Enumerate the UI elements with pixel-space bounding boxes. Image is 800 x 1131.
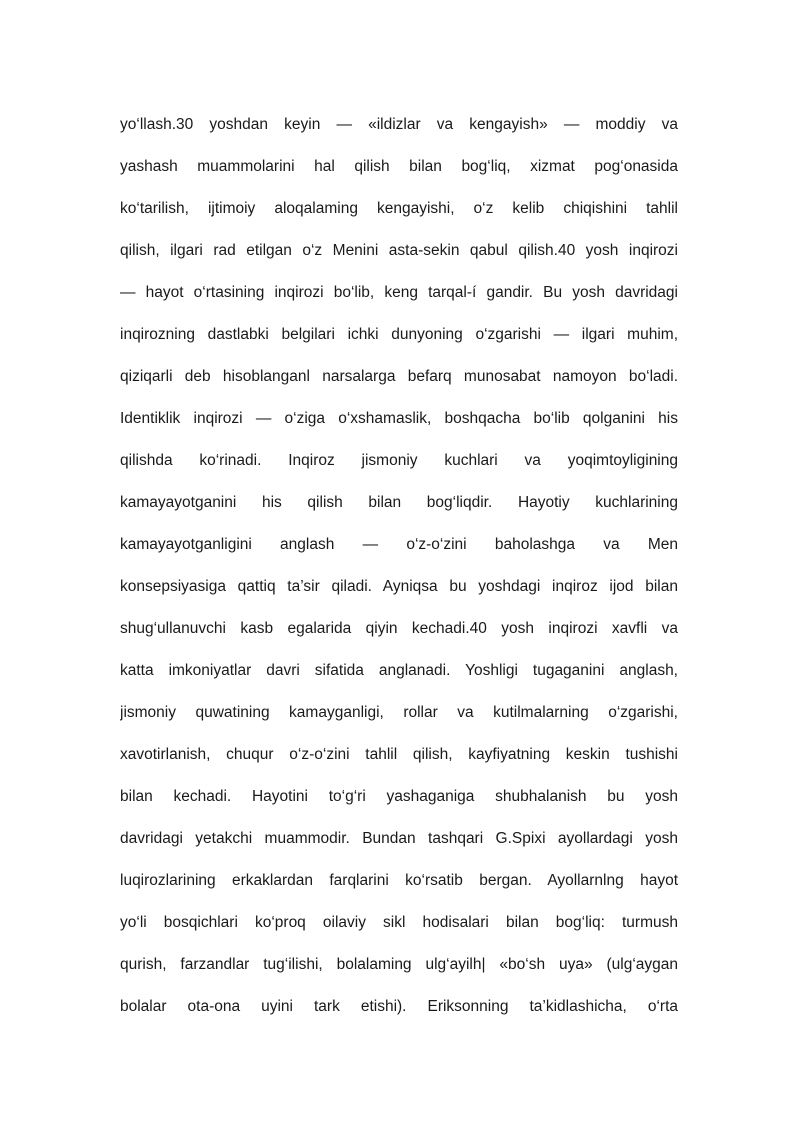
text-line-6: inqirozning dastlabki belgilari ichki dunyoning o‘zgarishi — ilgari muhim, <box>120 326 678 343</box>
text-line-1: yo‘llash.30 yoshdan keyin — «ildizlar va kengayish» — moddiy va <box>120 116 678 133</box>
text-line-13: shug‘ullanuvchi kasb egalarida qiyin kechadi.40 yosh inqirozi xavfli va <box>120 620 678 637</box>
text-line-14: katta imkoniyatlar davri sifatida anglanadi. Yoshligi tugaganini anglash, <box>120 662 678 679</box>
text-line-11: kamayayotganligini anglash — o‘z-o‘zini baholashga va Men <box>120 536 678 553</box>
text-line-7: qiziqarli deb hisoblanganl narsalarga befarq munosabat namoyon bo‘ladi. <box>120 368 678 385</box>
text-line-5: — hayot o‘rtasining inqirozi bo‘lib, keng tarqal-í gandir. Bu yosh davridagi <box>120 284 678 301</box>
text-line-22: bolalar ota-ona uyini tark etishi). Eriksonning ta’kidlashicha, o‘rta <box>120 998 678 1015</box>
text-line-9: qilishda ko‘rinadi. Inqiroz jismoniy kuchlari va yoqimtoyligining <box>120 452 678 469</box>
text-line-12: konsepsiyasiga qattiq ta’sir qiladi. Ayniqsa bu yoshdagi inqiroz ijod bilan <box>120 578 678 595</box>
text-line-21: qurish, farzandlar tug‘ilishi, bolalaming ulg‘ayilh| «bo‘sh uya» (ulg‘aygan <box>120 956 678 973</box>
text-line-16: xavotirlanish, chuqur o‘z-o‘zini tahlil qilish, kayfiyatning keskin tushishi <box>120 746 678 763</box>
text-line-3: ko‘tarilish, ijtimoiy aloqalaming kengayishi, o‘z kelib chiqishini tahlil <box>120 200 678 217</box>
text-line-10: kamayayotganini his qilish bilan bog‘liqdir. Hayotiy kuchlarining <box>120 494 678 511</box>
text-line-2: yashash muammolarini hal qilish bilan bog‘liq, xizmat pog‘onasida <box>120 158 678 175</box>
text-line-15: jismoniy quwatining kamayganligi, rollar va kutilmalarning o‘zgarishi, <box>120 704 678 721</box>
text-line-8: Identiklik inqirozi — o‘ziga o‘xshamaslik, boshqacha bo‘lib qolganini his <box>120 410 678 427</box>
text-line-18: davridagi yetakchi muammodir. Bundan tashqari G.Spixi ayollardagi yosh <box>120 830 678 847</box>
document-page <box>120 104 678 1028</box>
text-line-19: luqirozlarining erkaklardan farqlarini ko‘rsatib bergan. Ayollarnlng hayot <box>120 872 678 889</box>
text-line-4: qilish, ilgari rad etilgan o‘z Menini asta-sekin qabul qilish.40 yosh inqirozi <box>120 242 678 259</box>
text-line-20: yo‘li bosqichlari ko‘proq oilaviy sikl hodisalari bilan bog‘liq: turmush <box>120 914 678 931</box>
text-line-17: bilan kechadi. Hayotini to‘g‘ri yashaganiga shubhalanish bu yosh <box>120 788 678 805</box>
